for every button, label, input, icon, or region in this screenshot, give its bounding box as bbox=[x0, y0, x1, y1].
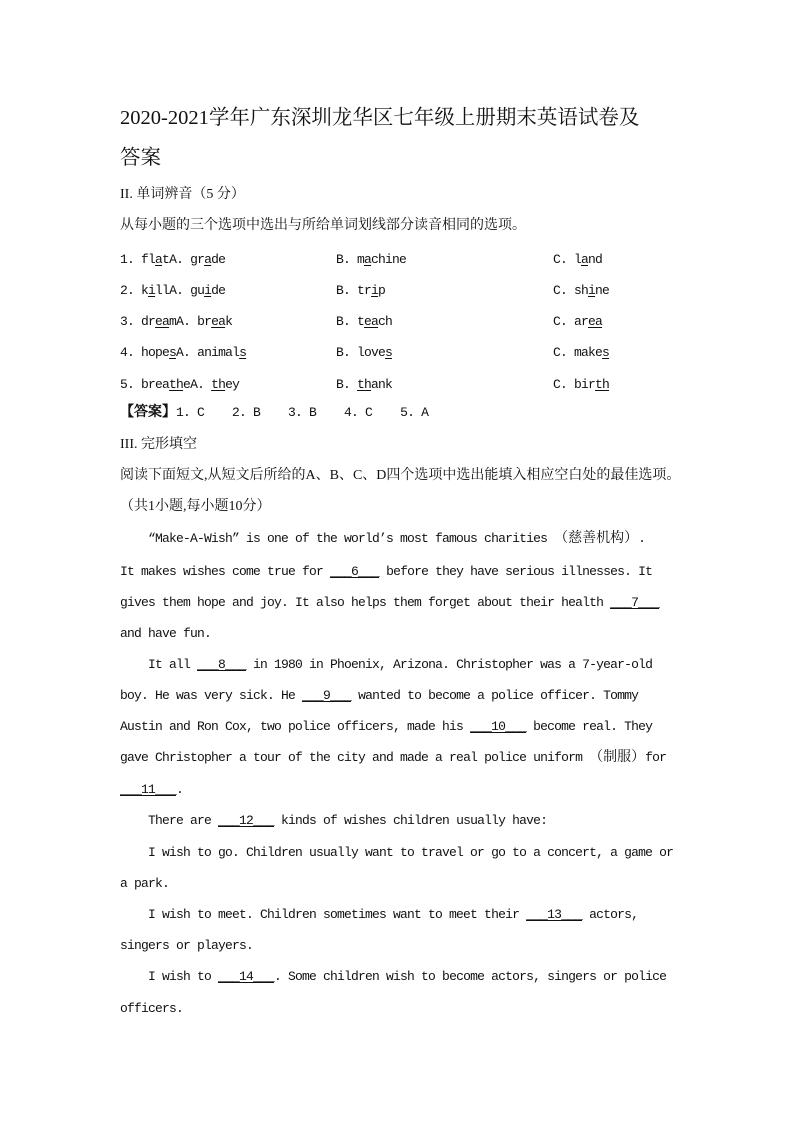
answer-item: 1. C bbox=[176, 405, 205, 420]
word-part: m bbox=[169, 314, 177, 329]
word-part: ey bbox=[225, 377, 240, 392]
section-instruction bbox=[120, 217, 526, 235]
section-heading bbox=[120, 186, 245, 204]
option-b-word bbox=[357, 282, 385, 300]
underlined-letters: a bbox=[155, 252, 163, 267]
underlined-letters: th bbox=[169, 377, 184, 392]
phonics-row bbox=[120, 282, 673, 300]
passage-text: a park. bbox=[120, 876, 170, 891]
passage-line bbox=[148, 530, 645, 548]
question-number: 2. bbox=[120, 283, 135, 298]
passage-text: I wish to bbox=[148, 969, 219, 984]
option-a-label: A. bbox=[169, 283, 184, 298]
option-b-cell bbox=[336, 282, 385, 300]
question-number: 1. bbox=[120, 252, 135, 267]
passage-text: singers or players. bbox=[120, 938, 254, 953]
phonics-row bbox=[120, 344, 673, 362]
section-heading-text: II. 单词辨音（5 分） bbox=[120, 187, 245, 202]
word-part: l bbox=[574, 252, 582, 267]
underlined-letters: i bbox=[204, 283, 212, 298]
page-title-text: 2020-2021学年广东深圳龙华区七年级上册期末英语试卷及 bbox=[120, 107, 640, 129]
option-c-label: C. bbox=[553, 252, 568, 267]
passage-text: It all bbox=[148, 657, 198, 672]
option-a-word bbox=[190, 282, 225, 300]
word-part: hope bbox=[141, 345, 170, 360]
word-part: br bbox=[197, 314, 212, 329]
passage-line bbox=[148, 844, 673, 862]
option-b-word bbox=[357, 376, 392, 394]
word-part: tr bbox=[357, 283, 372, 298]
passage-text: I wish to go. Children usually want to travel or go to a concert, a game or bbox=[148, 845, 674, 860]
option-b-word bbox=[357, 344, 392, 362]
word-part: nd bbox=[588, 252, 603, 267]
option-b-cell bbox=[336, 313, 392, 331]
question-cell bbox=[120, 376, 239, 394]
answer-line bbox=[120, 404, 428, 422]
underlined-letters: s bbox=[239, 345, 247, 360]
option-a-word bbox=[211, 376, 239, 394]
section-instruction-text: 从每小题的三个选项中选出与所给单词划线部分读音相同的选项。 bbox=[120, 218, 526, 233]
section-instruction-text: 阅读下面短文,从短文后所给的A、B、C、D四个选项中选出能填入相应空白处的最佳选项。 bbox=[120, 468, 681, 483]
passage-line bbox=[148, 906, 638, 924]
underlined-letters: a bbox=[581, 252, 589, 267]
word-part: de bbox=[211, 252, 226, 267]
underlined-letters: a bbox=[204, 252, 212, 267]
option-c-word bbox=[574, 282, 609, 300]
page-title-line bbox=[120, 105, 639, 131]
underlined-letters: s bbox=[602, 345, 610, 360]
option-b-label: B. bbox=[336, 314, 351, 329]
option-c-label: C. bbox=[553, 345, 568, 360]
cloze-blank-10: ___10___ bbox=[470, 719, 527, 734]
word-part: m bbox=[357, 252, 365, 267]
passage-text: I wish to meet. Children sometimes want to meet their bbox=[148, 907, 527, 922]
question-word bbox=[141, 344, 176, 362]
passage-text: officers. bbox=[120, 1001, 184, 1016]
cloze-blank-6: ___6___ bbox=[330, 564, 380, 579]
underlined-letters: s bbox=[169, 345, 177, 360]
passage-text: wanted to become a police officer. Tommy bbox=[351, 688, 639, 703]
option-c-cell bbox=[553, 344, 609, 362]
cloze-blank-7: ___7___ bbox=[610, 595, 660, 610]
passage-text: . bbox=[176, 782, 184, 797]
option-b-label: B. bbox=[336, 345, 351, 360]
word-part: brea bbox=[141, 377, 170, 392]
word-part: ank bbox=[371, 377, 393, 392]
underlined-letters: i bbox=[148, 283, 156, 298]
option-a-word bbox=[190, 251, 225, 269]
passage-line bbox=[120, 625, 211, 643]
option-c-word bbox=[574, 313, 602, 331]
answer-item: 4. C bbox=[344, 405, 373, 420]
option-b-word bbox=[357, 313, 392, 331]
passage-line bbox=[148, 812, 547, 830]
word-part: t bbox=[162, 252, 170, 267]
passage-text: It makes wishes come true for bbox=[120, 564, 331, 579]
word-part: e bbox=[183, 377, 191, 392]
word-part: k bbox=[225, 314, 233, 329]
chinese-gloss: （制服） bbox=[589, 750, 646, 765]
option-c-label: C. bbox=[553, 283, 568, 298]
passage-text: become real. They bbox=[526, 719, 653, 734]
cloze-blank-11: ___11___ bbox=[120, 782, 177, 797]
passage-text: There are bbox=[148, 813, 219, 828]
question-cell bbox=[120, 344, 246, 362]
option-c-label: C. bbox=[553, 377, 568, 392]
word-part: chine bbox=[371, 252, 407, 267]
question-word bbox=[141, 376, 190, 394]
word-part: fl bbox=[141, 252, 156, 267]
question-cell bbox=[120, 251, 225, 269]
option-a-label: A. bbox=[169, 252, 184, 267]
answer-item: 3. B bbox=[288, 405, 317, 420]
option-b-label: B. bbox=[336, 377, 351, 392]
word-part: gu bbox=[190, 283, 205, 298]
word-part: ll bbox=[155, 283, 170, 298]
option-a-word bbox=[197, 344, 246, 362]
page-title-line bbox=[120, 145, 161, 171]
passage-text: for bbox=[645, 750, 667, 765]
underlined-letters: i bbox=[588, 283, 596, 298]
phonics-row bbox=[120, 313, 673, 331]
passage-line bbox=[120, 875, 169, 893]
option-c-cell bbox=[553, 376, 609, 394]
question-word bbox=[141, 251, 169, 269]
passage-text: “Make-A-Wish” is one of the world’s most famous charities bbox=[148, 531, 555, 546]
question-word bbox=[141, 282, 169, 300]
passage-line bbox=[120, 781, 183, 799]
option-c-word bbox=[574, 376, 609, 394]
question-number: 3. bbox=[120, 314, 135, 329]
underlined-letters: th bbox=[595, 377, 610, 392]
section-note-text: （共1小题,每小题10分） bbox=[120, 499, 271, 514]
option-c-cell bbox=[553, 282, 609, 300]
passage-text: Austin and Ron Cox, two police officers, made his bbox=[120, 719, 471, 734]
underlined-letters: th bbox=[211, 377, 226, 392]
passage-text: . Some children wish to become actors, singers or police bbox=[274, 969, 667, 984]
underlined-letters: s bbox=[385, 345, 393, 360]
option-b-cell bbox=[336, 251, 406, 269]
question-cell bbox=[120, 313, 232, 331]
section-heading bbox=[120, 436, 197, 454]
word-part: animal bbox=[197, 345, 240, 360]
passage-line bbox=[120, 937, 253, 955]
passage-text: gave Christopher a tour of the city and made a real police uniform bbox=[120, 750, 590, 765]
option-c-word bbox=[574, 344, 609, 362]
passage-line bbox=[120, 563, 652, 581]
underlined-letters: ea bbox=[364, 314, 379, 329]
option-c-label: C. bbox=[553, 314, 568, 329]
passage-line bbox=[120, 1000, 183, 1018]
word-part: sh bbox=[574, 283, 589, 298]
passage-text: gives them hope and joy. It also helps them forget about their health bbox=[120, 595, 611, 610]
chinese-gloss: （慈善机构） bbox=[554, 531, 639, 546]
question-word bbox=[141, 313, 176, 331]
word-part: make bbox=[574, 345, 603, 360]
underlined-letters: a bbox=[364, 252, 372, 267]
word-part: p bbox=[378, 283, 386, 298]
option-b-label: B. bbox=[336, 283, 351, 298]
option-a-word bbox=[197, 313, 232, 331]
option-b-cell bbox=[336, 376, 392, 394]
word-part: love bbox=[357, 345, 386, 360]
word-part: gr bbox=[190, 252, 205, 267]
word-part: t bbox=[357, 314, 365, 329]
question-number: 5. bbox=[120, 377, 135, 392]
option-b-word bbox=[357, 251, 406, 269]
word-part: bir bbox=[574, 377, 596, 392]
option-c-cell bbox=[553, 251, 602, 269]
passage-line bbox=[120, 749, 666, 767]
question-cell bbox=[120, 282, 225, 300]
underlined-letters: i bbox=[371, 283, 379, 298]
answer-item: 5. A bbox=[400, 405, 429, 420]
word-part: ne bbox=[595, 283, 610, 298]
passage-text: in 1980 in Phoenix, Arizona. Christopher was a 7-year-old bbox=[246, 657, 653, 672]
phonics-row bbox=[120, 376, 673, 394]
question-number: 4. bbox=[120, 345, 135, 360]
phonics-row bbox=[120, 251, 673, 269]
section-heading-text: III. 完形填空 bbox=[120, 437, 197, 452]
section-note bbox=[120, 498, 271, 516]
cloze-blank-13: ___13___ bbox=[526, 907, 583, 922]
passage-line bbox=[120, 687, 638, 705]
option-c-cell bbox=[553, 313, 602, 331]
option-c-word bbox=[574, 251, 602, 269]
passage-line bbox=[148, 656, 652, 674]
word-part: de bbox=[211, 283, 226, 298]
word-part: ar bbox=[574, 314, 589, 329]
answer-label: 【答案】 bbox=[120, 405, 176, 420]
option-b-cell bbox=[336, 344, 392, 362]
option-a-label: A. bbox=[176, 314, 191, 329]
passage-text: . bbox=[638, 531, 646, 546]
passage-text: and have fun. bbox=[120, 626, 212, 641]
word-part: k bbox=[141, 283, 149, 298]
cloze-blank-9: ___9___ bbox=[302, 688, 352, 703]
passage-text: boy. He was very sick. He bbox=[120, 688, 303, 703]
cloze-blank-14: ___14___ bbox=[218, 969, 275, 984]
section-instruction bbox=[120, 467, 680, 485]
cloze-blank-12: ___12___ bbox=[218, 813, 275, 828]
word-part: dr bbox=[141, 314, 156, 329]
passage-line bbox=[148, 968, 666, 986]
option-a-label: A. bbox=[190, 377, 205, 392]
underlined-letters: ea bbox=[211, 314, 226, 329]
option-a-label: A. bbox=[176, 345, 191, 360]
underlined-letters: ea bbox=[155, 314, 170, 329]
passage-line bbox=[120, 718, 652, 736]
passage-text: before they have serious illnesses. It bbox=[379, 564, 653, 579]
underlined-letters: th bbox=[357, 377, 372, 392]
passage-text: actors, bbox=[582, 907, 639, 922]
passage-line bbox=[120, 594, 659, 612]
option-b-label: B. bbox=[336, 252, 351, 267]
answer-item: 2. B bbox=[232, 405, 261, 420]
underlined-letters: ea bbox=[588, 314, 603, 329]
page-title-text: 答案 bbox=[120, 147, 161, 169]
cloze-blank-8: ___8___ bbox=[197, 657, 247, 672]
word-part: ch bbox=[378, 314, 393, 329]
passage-text: kinds of wishes children usually have: bbox=[274, 813, 548, 828]
